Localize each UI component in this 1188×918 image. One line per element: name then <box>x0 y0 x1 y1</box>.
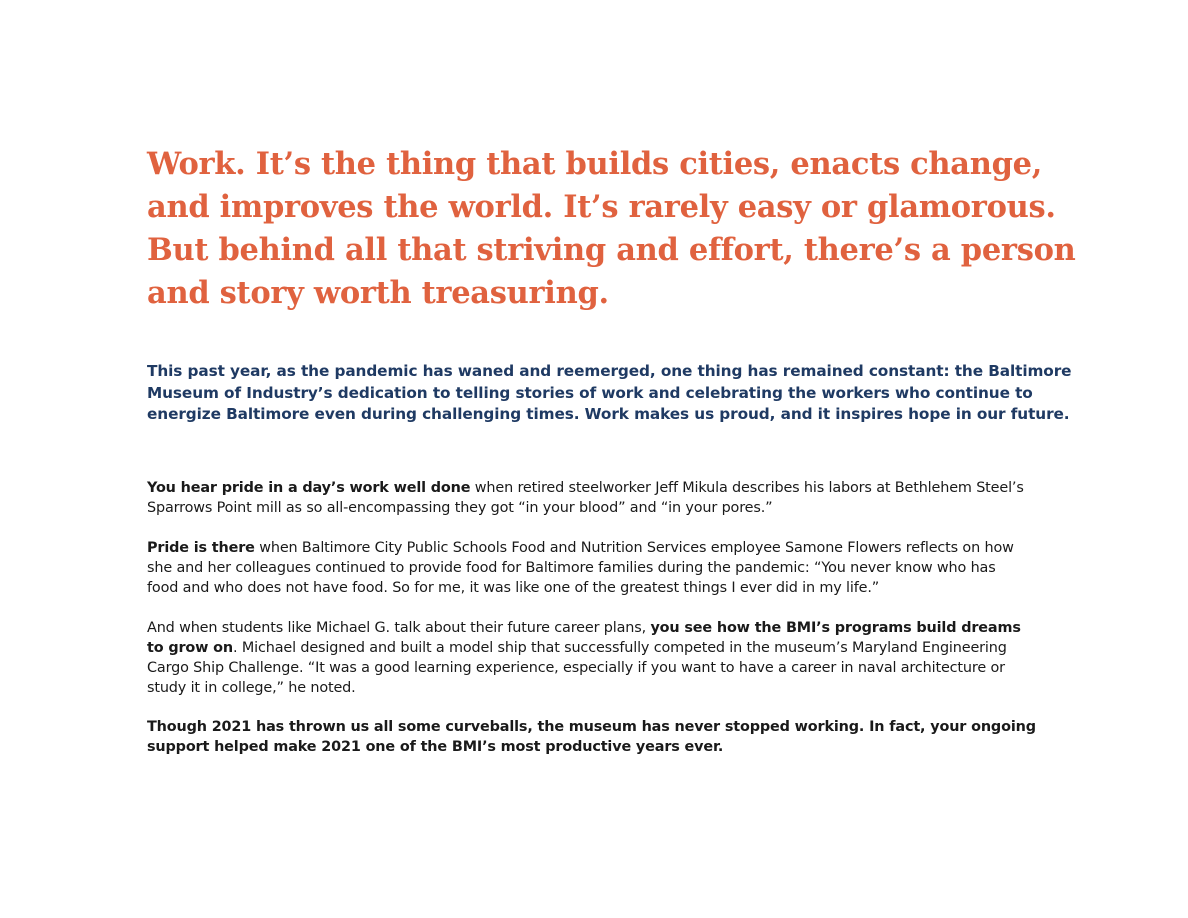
paragraph-line <box>147 618 1047 638</box>
paragraph-line <box>147 538 1047 558</box>
paragraph-line: Cargo Ship Challenge. “It was a good learning experience, especially if you want to have a career in naval architecture or <box>147 659 1005 676</box>
bold-lead: Pride is there <box>147 539 255 556</box>
line-text: And when students like Michael G. talk about their future career plans, <box>147 619 651 636</box>
headline-line: But behind all that striving and effort, there’s a person <box>147 232 1076 268</box>
bold-phrase: you see how the BMI’s programs build dreams <box>650 619 1021 636</box>
paragraph-line: support helped make 2021 one of the BMI’s most productive years ever. <box>147 738 724 755</box>
paragraph-line: food and who does not have food. So for me, it was like one of the greatest things I ever did in my life.” <box>147 579 880 596</box>
body-paragraph-pandemic <box>147 538 1047 598</box>
paragraph-line <box>147 638 1047 658</box>
headline <box>147 143 1076 315</box>
paragraph-line <box>147 478 1047 498</box>
line-text: when Baltimore City Public Schools Food and Nutrition Services employee Samone Flowers reflects on how <box>254 539 1014 556</box>
intro-line: This past year, as the pandemic has waned and reemerged, one thing has remained constant: the Baltimore <box>147 362 1072 380</box>
line-text: when retired steelworker Jeff Mikula describes his labors at Bethlehem Steel’s <box>470 479 1024 496</box>
intro-paragraph <box>147 361 1072 426</box>
document-page <box>147 143 1076 757</box>
intro-line: Museum of Industry’s dedication to telling stories of work and celebrating the workers who continue to <box>147 383 1033 402</box>
intro-line: energize Baltimore even during challenging times. Work makes us proud, and it inspires hope in our future. <box>147 405 1070 423</box>
paragraph-line: Sparrows Point mill as so all-encompassing they got “in your blood” and “in your pores.” <box>147 499 773 516</box>
paragraph-line: she and her colleagues continued to provide food for Baltimore families during the pandemic: “You never know who has <box>147 559 996 576</box>
bold-lead: You hear pride in a day’s work well done <box>147 479 471 496</box>
headline-line: and improves the world. It’s rarely easy or glamorous. <box>147 189 1056 225</box>
paragraph-line: Though 2021 has thrown us all some curveballs, the museum has never stopped working. In fact, your ongoing <box>147 718 1036 735</box>
headline-line: and story worth treasuring. <box>147 275 609 311</box>
body-paragraph-closing <box>147 717 1047 757</box>
body-paragraph-pride <box>147 478 1047 518</box>
body-paragraph-students <box>147 618 1047 698</box>
bold-phrase: to grow on <box>147 639 233 656</box>
headline-line: Work. It’s the thing that builds cities, enacts change, <box>147 146 1043 182</box>
paragraph-line: study it in college,” he noted. <box>147 679 356 696</box>
line-text: . Michael designed and built a model ship that successfully competed in the museum’s Maryland Engineering <box>233 639 1007 656</box>
